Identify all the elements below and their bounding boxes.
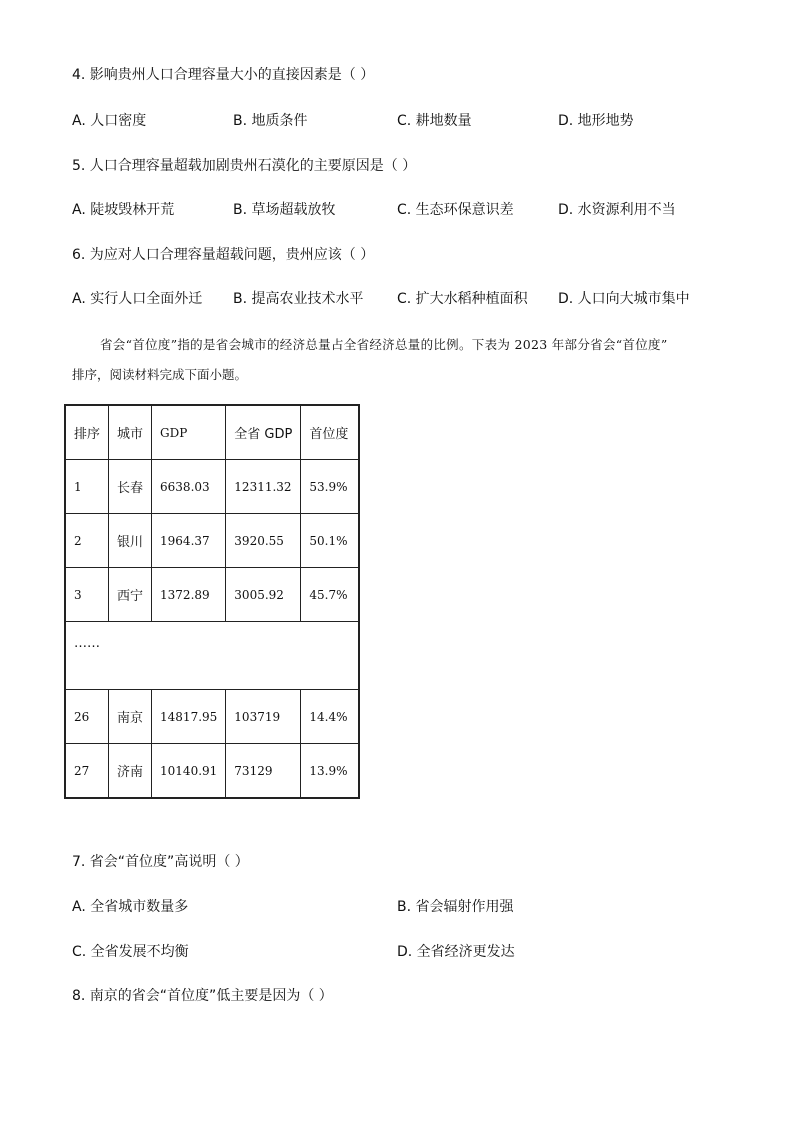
table-row [65,568,359,622]
cell-city: 银川 [109,514,152,568]
question-6-option-a: A. 实行人口全面外迁 [72,291,203,307]
header-province-gdp: 全省 GDP [226,405,301,460]
cell-gdp: 10140.91 [152,744,226,799]
question-5-stem: 5. 人口合理容量超载加剧贵州石漠化的主要原因是（ ） [72,158,417,174]
question-7-stem: 7. 省会“首位度”高说明（ ） [72,854,249,870]
question-7-option-b: B. 省会辐射作用强 [397,899,514,915]
question-7-option-d: D. 全省经济更发达 [397,944,515,960]
question-8-stem: 8. 南京的省会“首位度”低主要是因为（ ） [72,988,333,1004]
cell-rank: 27 [65,744,109,799]
question-4-option-b: B. 地质条件 [233,113,308,129]
gdp-primacy-table [64,404,360,799]
question-4-option-a: A. 人口密度 [72,113,147,129]
cell-province-gdp: 3920.55 [226,514,301,568]
cell-province-gdp: 73129 [226,744,301,799]
question-7-option-c: C. 全省发展不均衡 [72,944,189,960]
header-primacy: 首位度 [301,405,359,460]
cell-city: 济南 [109,744,152,799]
question-4-option-c: C. 耕地数量 [397,113,472,129]
cell-gdp: 6638.03 [152,460,226,514]
question-5-option-a: A. 陡坡毁林开荒 [72,202,175,218]
cell-gdp: 14817.95 [152,690,226,744]
cell-primacy: 53.9% [301,460,359,514]
question-4-stem: 4. 影响贵州人口合理容量大小的直接因素是（ ） [72,67,375,83]
material-line-1: 省会“首位度”指的是省会城市的经济总量占全省经济总量的比例。下表为 2023 年部分省会“首位度” [100,337,668,352]
material-paragraph [72,330,732,390]
table-header-row [65,405,359,460]
cell-primacy: 50.1% [301,514,359,568]
cell-province-gdp: 12311.32 [226,460,301,514]
table-row [65,744,359,799]
cell-city: 长春 [109,460,152,514]
cell-gdp: 1372.89 [152,568,226,622]
cell-city: 南京 [109,690,152,744]
question-6-option-b: B. 提高农业技术水平 [233,291,364,307]
cell-primacy: 45.7% [301,568,359,622]
table-ellipsis-row [65,622,359,690]
question-4-option-d: D. 地形地势 [558,113,634,129]
cell-primacy: 13.9% [301,744,359,799]
cell-rank: 1 [65,460,109,514]
cell-province-gdp: 3005.92 [226,568,301,622]
cell-rank: 26 [65,690,109,744]
question-6-stem: 6. 为应对人口合理容量超载问题，贵州应该（ ） [72,247,375,263]
question-5-option-c: C. 生态环保意识差 [397,202,514,218]
question-6-option-c: C. 扩大水稻种植面积 [397,291,528,307]
question-5-option-b: B. 草场超载放牧 [233,202,336,218]
cell-primacy: 14.4% [301,690,359,744]
material-line-2: 排序，阅读材料完成下面小题。 [72,367,248,382]
header-rank: 排序 [65,405,109,460]
header-gdp: GDP [152,405,226,460]
question-5-option-d: D. 水资源利用不当 [558,202,676,218]
table-row [65,514,359,568]
ellipsis-cell: …… [65,622,359,690]
cell-rank: 3 [65,568,109,622]
question-7-option-a: A. 全省城市数量多 [72,899,189,915]
header-city: 城市 [109,405,152,460]
question-6-option-d: D. 人口向大城市集中 [558,291,690,307]
table-row [65,460,359,514]
cell-rank: 2 [65,514,109,568]
cell-gdp: 1964.37 [152,514,226,568]
table-row [65,690,359,744]
cell-province-gdp: 103719 [226,690,301,744]
cell-city: 西宁 [109,568,152,622]
